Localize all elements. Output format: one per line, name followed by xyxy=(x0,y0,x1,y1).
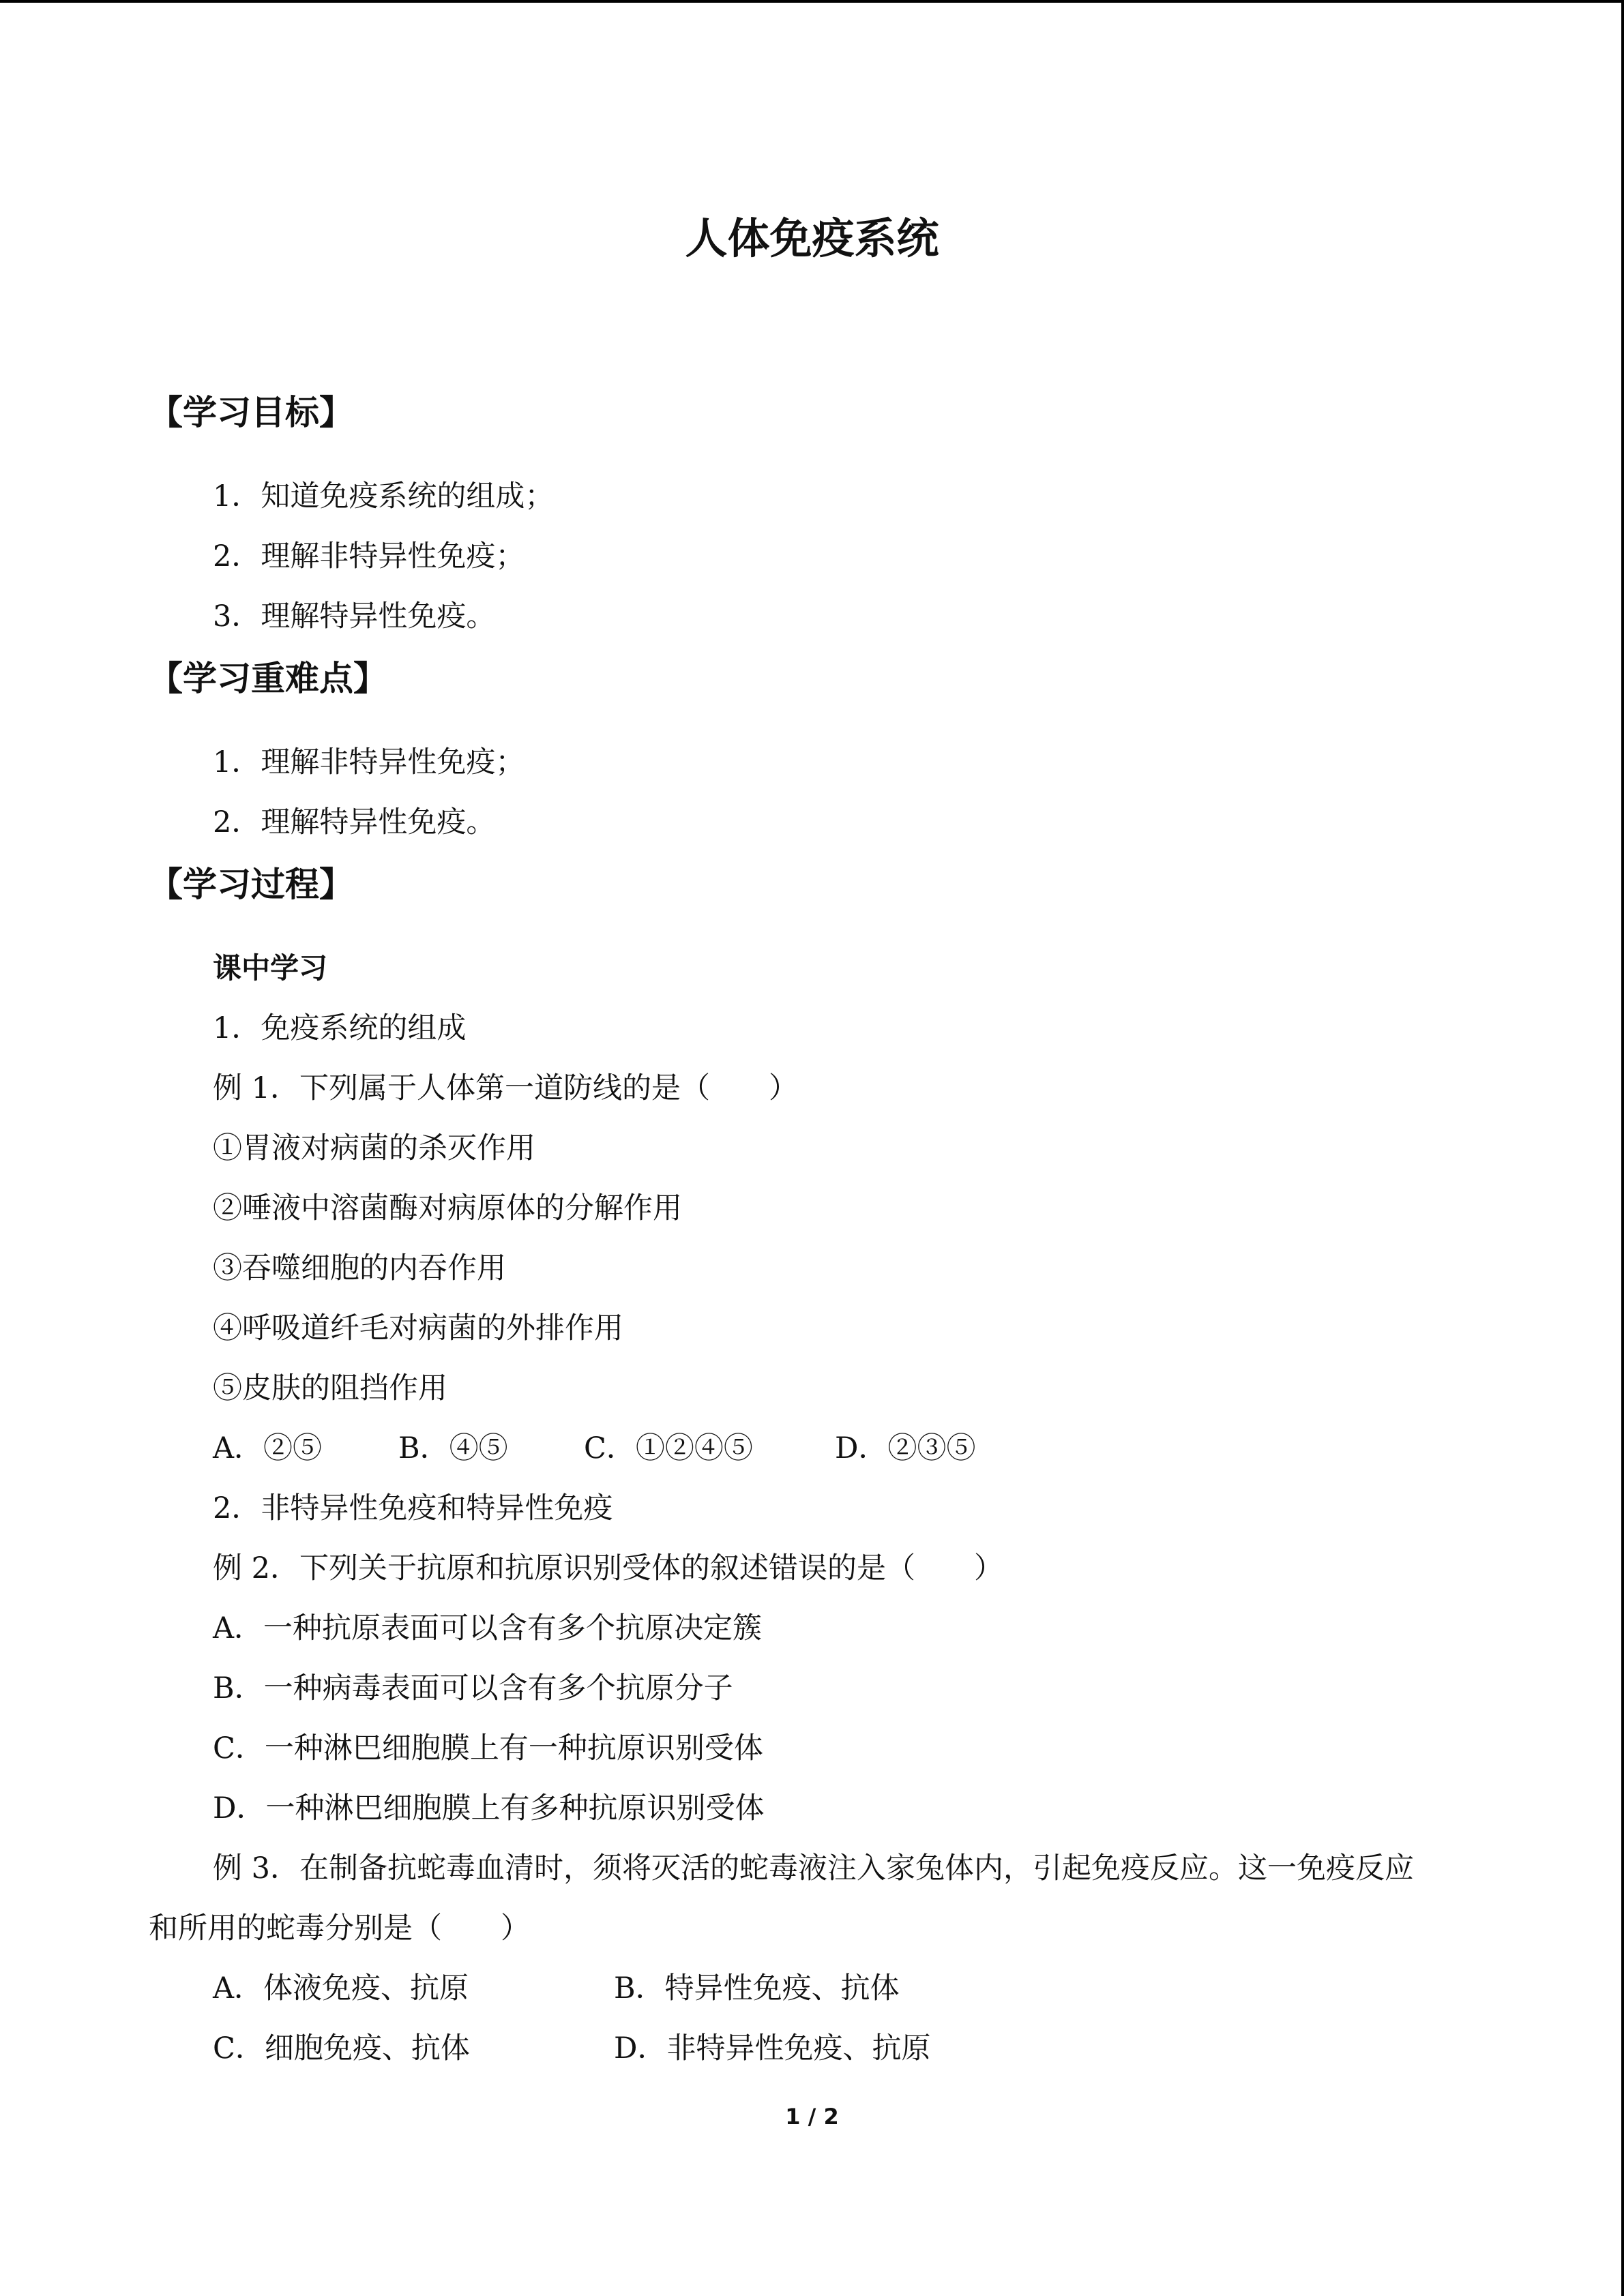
objective-item-3: 3．理解特异性免疫。 xyxy=(213,599,496,633)
example-1-option-d: D．②③⑤ xyxy=(835,1431,976,1465)
example-3-option-c: C．细胞免疫、抗体 xyxy=(213,2031,470,2066)
example-1-option-a: A．②⑤ xyxy=(213,1431,323,1465)
key-point-item-2: 2．理解特异性免疫。 xyxy=(213,805,496,839)
example-1-statement-3: ③吞噬细胞的内吞作用 xyxy=(213,1251,506,1285)
section-heading-process: 【学习过程】 xyxy=(149,865,353,904)
objective-item-1: 1．知道免疫系统的组成； xyxy=(213,479,555,513)
subheading-in-class: 课中学习 xyxy=(213,951,328,985)
top-border xyxy=(0,0,1624,3)
example-2-option-c: C．一种淋巴细胞膜上有一种抗原识别受体 xyxy=(213,1731,763,1765)
example-3-option-b: B．特异性免疫、抗体 xyxy=(614,1971,900,2006)
example-3-question: 例 3．在制备抗蛇毒血清时，须将灭活的蛇毒液注入家兔体内，引起免疫反应。这一免疫反应和所用的蛇毒分别是（ ） xyxy=(149,1851,1415,1945)
example-2-question: 例 2．下列关于抗原和抗原识别受体的叙述错误的是（ ） xyxy=(213,1551,1004,1585)
example-1-statement-2: ②唾液中溶菌酶对病原体的分解作用 xyxy=(213,1191,682,1225)
example-1-option-c: C．①②④⑤ xyxy=(584,1431,753,1465)
part-1-title: 1．免疫系统的组成 xyxy=(213,1011,467,1045)
objective-item-2: 2．理解非特异性免疫； xyxy=(213,539,525,573)
example-2-option-d: D．一种淋巴细胞膜上有多种抗原识别受体 xyxy=(213,1791,765,1825)
example-1-option-b: B．④⑤ xyxy=(398,1431,508,1465)
example-3-option-d: D．非特异性免疫、抗原 xyxy=(614,2031,931,2066)
example-2-option-a: A．一种抗原表面可以含有多个抗原决定簇 xyxy=(213,1611,763,1645)
page-number: 1 / 2 xyxy=(785,2104,839,2130)
example-3-options-row-1 xyxy=(213,1968,900,2009)
example-1-statement-4: ④呼吸道纤毛对病菌的外排作用 xyxy=(213,1311,623,1345)
example-3-option-a: A．体液免疫、抗原 xyxy=(213,1971,469,2006)
right-border xyxy=(1621,0,1624,2296)
section-heading-key-points: 【学习重难点】 xyxy=(149,659,387,698)
section-heading-objectives: 【学习目标】 xyxy=(149,393,353,432)
example-1-options xyxy=(213,1428,975,1469)
page-title: 人体免疫系统 xyxy=(685,213,939,263)
part-2-title: 2．非特异性免疫和特异性免疫 xyxy=(213,1491,613,1525)
example-3-options-row-2 xyxy=(213,2028,930,2069)
key-point-item-1: 1．理解非特异性免疫； xyxy=(213,745,525,779)
example-1-statement-1: ①胃液对病菌的杀灭作用 xyxy=(213,1131,535,1165)
example-2-option-b: B．一种病毒表面可以含有多个抗原分子 xyxy=(213,1671,733,1705)
example-1-statement-5: ⑤皮肤的阻挡作用 xyxy=(213,1371,447,1405)
example-1-question: 例 1．下列属于人体第一道防线的是（ ） xyxy=(213,1071,799,1105)
